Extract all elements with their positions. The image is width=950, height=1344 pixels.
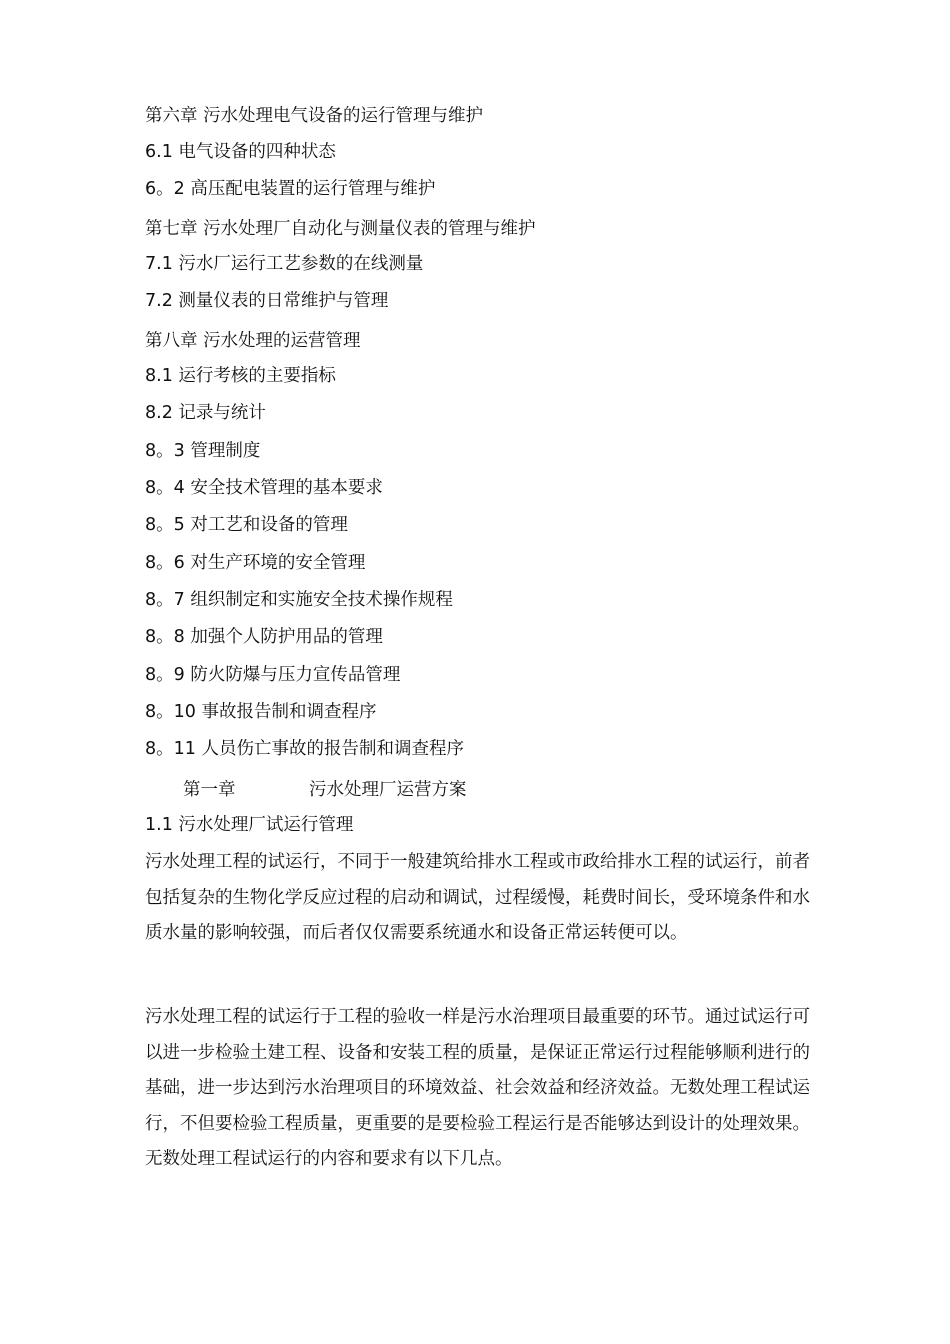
toc-section-8-9: 8。9 防火防爆与压力宣传品管理 [145, 665, 401, 685]
toc-chapter-8: 第八章 污水处理的运营管理 [145, 331, 361, 351]
toc-section-8-5: 8。5 对工艺和设备的管理 [145, 515, 348, 535]
toc-chapter-7: 第七章 污水处理厂自动化与测量仪表的管理与维护 [145, 219, 536, 239]
toc-chapter-6: 第六章 污水处理电气设备的运行管理与维护 [145, 106, 484, 126]
toc-section-8-11: 8。11 人员伤亡事故的报告制和调查程序 [145, 739, 464, 759]
section-1-1-heading: 1.1 污水处理厂试运行管理 [145, 815, 354, 835]
paragraph-2: 污水处理工程的试运行于工程的验收一样是污水治理项目最重要的环节。通过试运行可以进一步检验土建工程、设备和安装工程的质量，是保证正常运行过程能够顺利进行的基础，进一步达到污水治理项目的环境效益、社会效益和经济效益。无数处理工程试运行，不但要检验工程质量，更重要的是要检验工程运行是否能够达到设计的处理效果。无数处理工程试运行的内容和要求有以下几点。 [145, 1007, 810, 1170]
toc-section-8-1: 8.1 运行考核的主要指标 [145, 366, 336, 386]
toc-section-6-2: 6。2 高压配电装置的运行管理与维护 [145, 179, 436, 199]
chapter-1-label: 第一章 [183, 780, 236, 800]
toc-section-8-6: 8。6 对生产环境的安全管理 [145, 553, 366, 573]
toc-section-6-1: 6.1 电气设备的四种状态 [145, 142, 336, 162]
paragraph-1: 污水处理工程的试运行，不同于一般建筑给排水工程或市政给排水工程的试运行，前者包括复杂的生物化学反应过程的启动和调试，过程缓慢，耗费时间长，受环境条件和水质水量的影响较强，而后者仅仅需要系统通水和设备正常运转便可以。 [145, 852, 810, 944]
toc-section-8-10: 8。10 事故报告制和调查程序 [145, 702, 377, 722]
toc-section-7-1: 7.1 污水厂运行工艺参数的在线测量 [145, 254, 424, 274]
chapter-1-title: 污水处理厂运营方案 [309, 780, 467, 800]
toc-section-8-8: 8。8 加强个人防护用品的管理 [145, 627, 383, 647]
toc-section-8-3: 8。3 管理制度 [145, 441, 261, 461]
toc-section-8-2: 8.2 记录与统计 [145, 403, 266, 423]
toc-section-7-2: 7.2 测量仪表的日常维护与管理 [145, 291, 389, 311]
toc-section-8-7: 8。7 组织制定和实施安全技术操作规程 [145, 590, 453, 610]
toc-section-8-4: 8。4 安全技术管理的基本要求 [145, 478, 383, 498]
